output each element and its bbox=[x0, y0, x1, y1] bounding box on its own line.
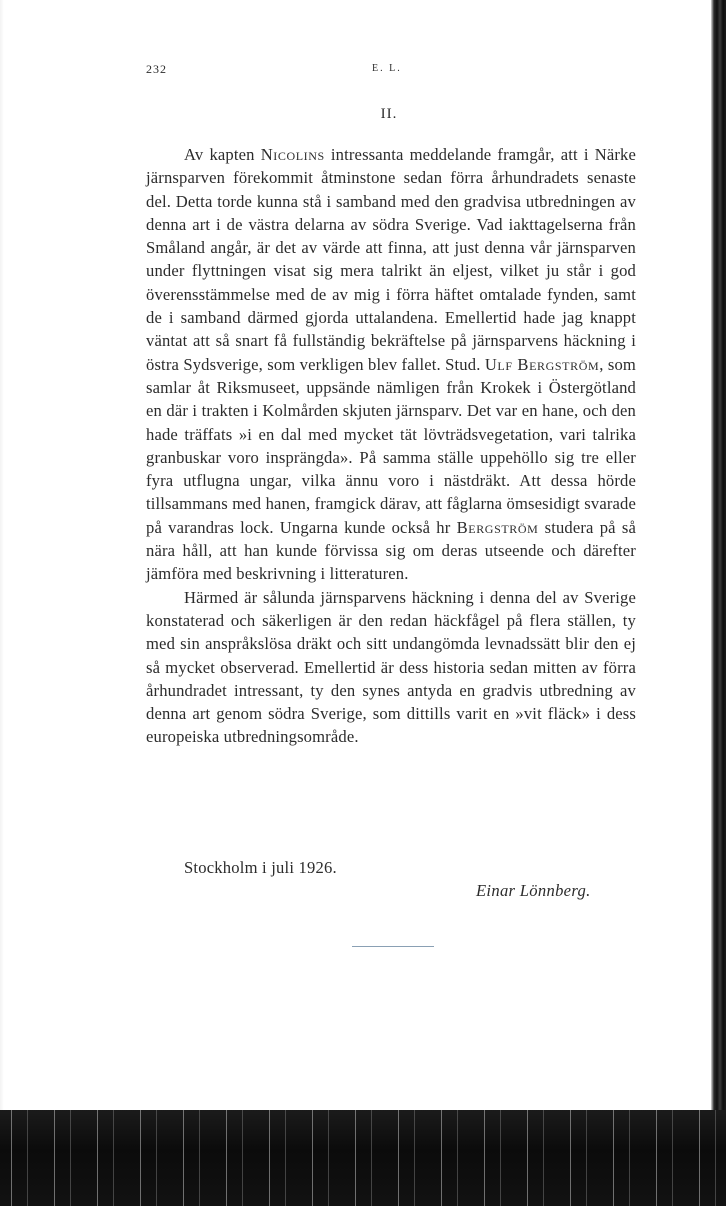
running-head bbox=[146, 62, 632, 82]
person-name-nicolin: Nicolins bbox=[260, 145, 325, 164]
paragraph-1-text-b: intressanta meddelande framgår, att i Närke järnsparven förekommit åtminstone sedan förra århundradets senaste del. Detta torde kunna stå i samband med den gradvisa utbredningen av denna art i de västra delarna av södra Sverige. Vad iakttagelserna från Småland angår, är det av värde att finna, att just denna vår järnsparven under flyttningen visat sig mera talrikt än eljest, vilket ju står i god överensstämmelse med de av mig i förra häftet omtalade fynden, samt de i samband därmed gjorda uttalandena. Emellertid hade jag knappt väntat att så snart få fullständig bekräftelse på järnsparvens häckning i östra Sydsverige, som verkligen blev fallet. Stud. bbox=[146, 145, 636, 374]
paragraph-1-text-a: Av kapten bbox=[184, 145, 261, 164]
paragraph-1-text-d: studera på så nära håll, att han kunde förvissa sig om deras utseende och därefter jämföra med beskrivning i litteraturen. bbox=[146, 517, 636, 584]
author-initials: E. L. bbox=[372, 63, 402, 74]
dateline: Stockholm i juli 1926. bbox=[184, 858, 337, 877]
section-heading: II. bbox=[380, 106, 398, 122]
scan-bottom-band bbox=[0, 1110, 726, 1206]
author-signature: Einar Lönnberg. bbox=[476, 881, 591, 900]
paragraph-2: Härmed är sålunda järnsparvens häckning i denna del av Sverige konstaterad och säkerligen är den redan häckfågel på flera ställen, ty med sin anspråkslösa dräkt och sitt undangömda levnadssätt blir den ej så mycket observerad. Emellertid är dess historia sedan mitten av förra århundradet intressant, ty den synes antyda en gradvis utbredning av denna art genom södra Sverige, som dittills varit en »vit fläck» i dess europeiska utbredningsområde. bbox=[146, 587, 636, 747]
person-name-bergstrom: Bergström bbox=[456, 517, 539, 537]
person-name-ulf-bergstrom: Ulf Bergström bbox=[484, 354, 600, 374]
scan-right-edge bbox=[711, 0, 726, 1112]
end-rule bbox=[352, 946, 434, 947]
page-number: 232 bbox=[146, 62, 167, 76]
paragraph-1 bbox=[146, 143, 636, 586]
gutter-shadow bbox=[0, 0, 4, 1112]
paragraph-1-text-c: , som samlar åt Riksmuseet, uppsände nämligen från Krokek i Östergötland en där i trakten i Kolmården skjuten järnsparv. Det var en hane, och den hade träffats »i en dal med mycket tät lövträdsvegetation, vari talrika granbuskar voro insprängda». På samma ställe uppehöllo sig tre eller fyra utflugna ungar, vilka ännu voro i nästdräkt. Att dessa hörde tillsammans med hanen, framgick därav, att fåglarna ömsesidigt svarade på varandras lock. Ungarna kunde också hr bbox=[146, 354, 636, 537]
article-body bbox=[146, 143, 636, 749]
